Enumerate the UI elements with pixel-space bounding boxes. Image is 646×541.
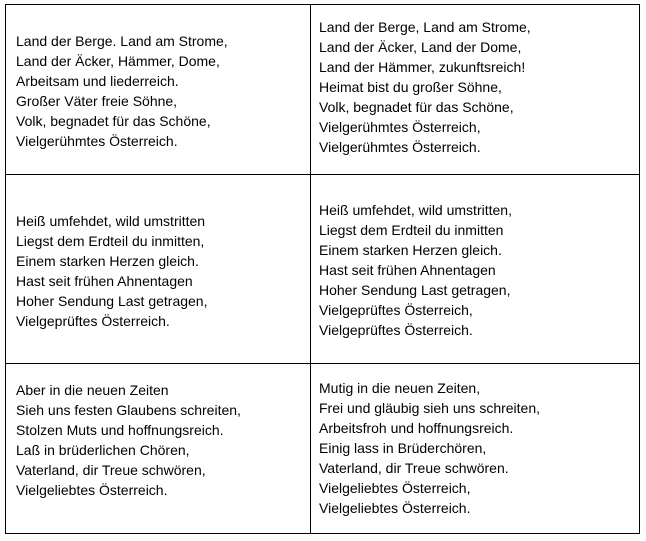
- cell-row2-current: [319, 175, 634, 363]
- verse-line: Heimat bist du großer Söhne,: [319, 78, 502, 95]
- column-divider: [310, 5, 311, 533]
- verse-line: Laß in brüderlichen Chören,: [16, 441, 190, 458]
- verse-line: Vaterland, dir Treue schwören,: [16, 461, 206, 478]
- verse-line: Heiß umfehdet, wild umstritten: [16, 213, 206, 229]
- verse-line: Volk, begnadet für das Schöne,: [16, 112, 211, 129]
- cell-row1-current: [319, 5, 634, 174]
- verse-line: Volk, begnadet für das Schöne,: [319, 98, 514, 115]
- verse-2-original: [16, 211, 207, 331]
- verse-line: Hoher Sendung Last getragen,: [16, 293, 208, 309]
- verse-3-original: [16, 380, 241, 500]
- verse-line: Einem starken Herzen gleich.: [319, 242, 502, 258]
- verse-line: Sieh uns festen Glaubens schreiten,: [16, 401, 241, 418]
- cell-row2-original: [16, 175, 306, 363]
- verse-line: Mutig in die neuen Zeiten,: [319, 379, 481, 396]
- verse-line: Einem starken Herzen gleich.: [16, 253, 199, 269]
- verse-1-original: [16, 31, 228, 151]
- verse-line: Land der Äcker, Land der Dome,: [319, 38, 522, 55]
- verse-line: Land der Berge. Land am Strome,: [16, 32, 228, 49]
- verse-line: Hoher Sendung Last getragen,: [319, 282, 511, 298]
- verse-line: Vielgerühmtes Österreich.: [16, 132, 178, 149]
- verse-3-current: [319, 378, 540, 518]
- cell-row3-current: [319, 364, 634, 533]
- verse-line: Liegst dem Erdteil du inmitten: [319, 222, 504, 238]
- verse-1-current: [319, 17, 531, 157]
- verse-2-current: [319, 200, 512, 340]
- verse-line: Land der Äcker, Hämmer, Dome,: [16, 52, 220, 69]
- cell-row1-original: [16, 5, 306, 174]
- verse-line: Vielgeliebtes Österreich.: [16, 481, 168, 498]
- lyrics-comparison-table: [5, 4, 640, 534]
- verse-line: Vielgerühmtes Österreich.: [319, 138, 481, 155]
- verse-line: Hast seit frühen Ahnentagen: [16, 273, 193, 289]
- verse-line: Großer Väter freie Söhne,: [16, 92, 178, 109]
- verse-line: Liegst dem Erdteil du inmitten,: [16, 233, 205, 249]
- verse-line: Frei und gläubig sieh uns schreiten,: [319, 399, 541, 416]
- verse-line: Vielgerühmtes Österreich,: [319, 118, 481, 135]
- verse-line: Vielgeprüftes Österreich.: [319, 322, 473, 338]
- verse-line: Arbeitsam und liederreich.: [16, 72, 179, 89]
- verse-line: Heiß umfehdet, wild umstritten,: [319, 202, 512, 218]
- verse-line: Stolzen Muts und hoffnungsreich.: [16, 421, 224, 438]
- verse-line: Einig lass in Brüderchören,: [319, 439, 487, 456]
- verse-line: Aber in die neuen Zeiten: [16, 381, 169, 398]
- verse-line: Arbeitsfroh und hoffnungsreich.: [319, 419, 514, 436]
- verse-line: Land der Hämmer, zukunftsreich!: [319, 58, 526, 75]
- verse-line: Vaterland, dir Treue schwören.: [319, 459, 509, 476]
- verse-line: Vielgeliebtes Österreich.: [319, 499, 471, 516]
- verse-line: Vielgeliebtes Österreich,: [319, 479, 471, 496]
- verse-line: Vielgeprüftes Österreich.: [16, 313, 170, 329]
- verse-line: Land der Berge, Land am Strome,: [319, 18, 531, 35]
- verse-line: Vielgeprüftes Österreich,: [319, 302, 473, 318]
- cell-row3-original: [16, 364, 306, 533]
- verse-line: Hast seit frühen Ahnentagen: [319, 262, 496, 278]
